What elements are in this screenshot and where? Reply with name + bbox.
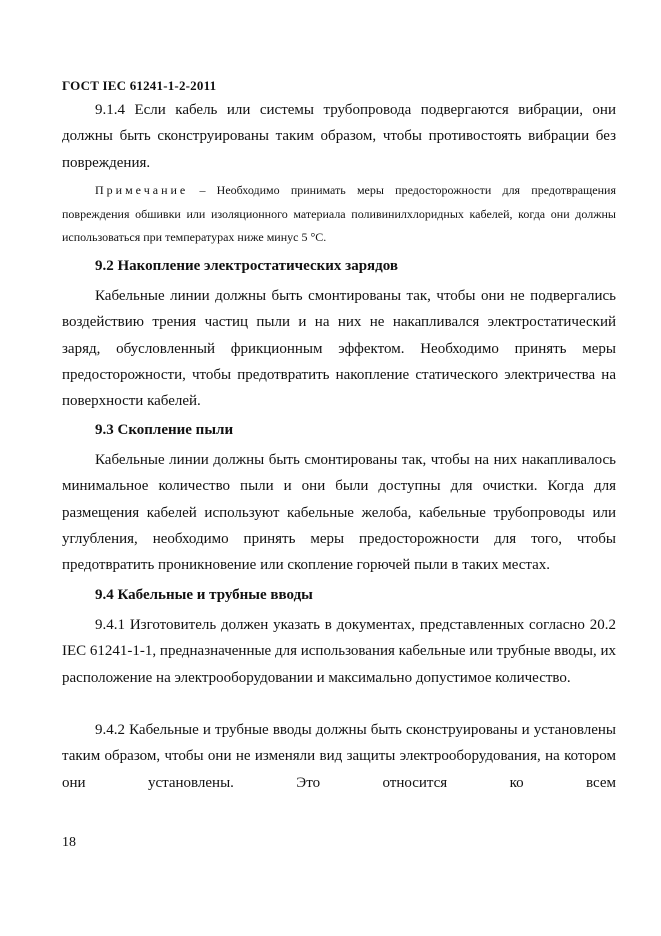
clause-9-4-2 <box>62 717 616 796</box>
section-9-4 <box>62 585 616 605</box>
clause-9-4-1-text: 9.4.1 Изготовитель должен указать в документах, представленных согласно 20.2 IEC 61241-1-1, предназначенные для использования кабельные или трубные вводы, их расположение на электрооборудовании и максимально допустимое количество. <box>62 617 616 686</box>
note-label: Примечание <box>95 183 189 197</box>
section-9-3-text: Кабельные линии должны быть смонтированы так, чтобы на них накапливалось минимальное количество пыли и они были доступны для очистки. Когда для размещения кабелей используют кабельные желоба, кабельные трубопроводы или углубления, необходимо принять меры предосторожности для того, чтобы предотвратить проникновение или скопление горючей пыли в таких местах. <box>62 452 616 574</box>
clause-9-1-4-text: 9.1.4 Если кабель или системы трубопровода подвергаются вибрации, они должны быть сконструированы таким образом, чтобы противостоять вибрации без повреждения. <box>62 102 616 171</box>
section-9-3 <box>62 420 616 440</box>
document-header: ГОСТ IEC 61241-1-2-2011 <box>62 78 217 93</box>
clause-9-4-1 <box>62 612 616 691</box>
note-block <box>62 179 616 250</box>
section-9-3-body <box>62 447 616 578</box>
section-9-2-text: Кабельные линии должны быть смонтированы так, чтобы они не подвергались воздействию трения частиц пыли и на них не накапливался электростатический заряд, обусловленный фрикционным эффектом. Необходимо принять меры предосторожности, чтобы предотвратить накопление статического электричества на поверхности кабелей. <box>62 288 616 410</box>
clause-9-4-2-text: 9.4.2 Кабельные и трубные вводы должны быть сконструированы и установлены таким образом, чтобы они не изменяли вид защиты электрооборудования, на котором они установлены. Это относится ко всем <box>62 722 616 791</box>
section-9-4-heading: 9.4 Кабельные и трубные вводы <box>95 587 313 603</box>
note-text: – Необходимо принимать меры предосторожности для предотвращения повреждения обшивки или изоляционного материала поливинилхлоридных кабелей, когда они должны использоваться при температурах ниже минус 5 °С. <box>62 183 616 244</box>
clause-9-1-4 <box>62 97 616 176</box>
section-9-3-heading: 9.3 Скопление пыли <box>95 422 234 438</box>
section-9-2-heading: 9.2 Накопление электростатических зарядов <box>95 258 398 274</box>
page-number: 18 <box>62 835 76 850</box>
note-paragraph <box>62 179 616 250</box>
section-9-2 <box>62 256 616 276</box>
section-9-2-body <box>62 283 616 414</box>
